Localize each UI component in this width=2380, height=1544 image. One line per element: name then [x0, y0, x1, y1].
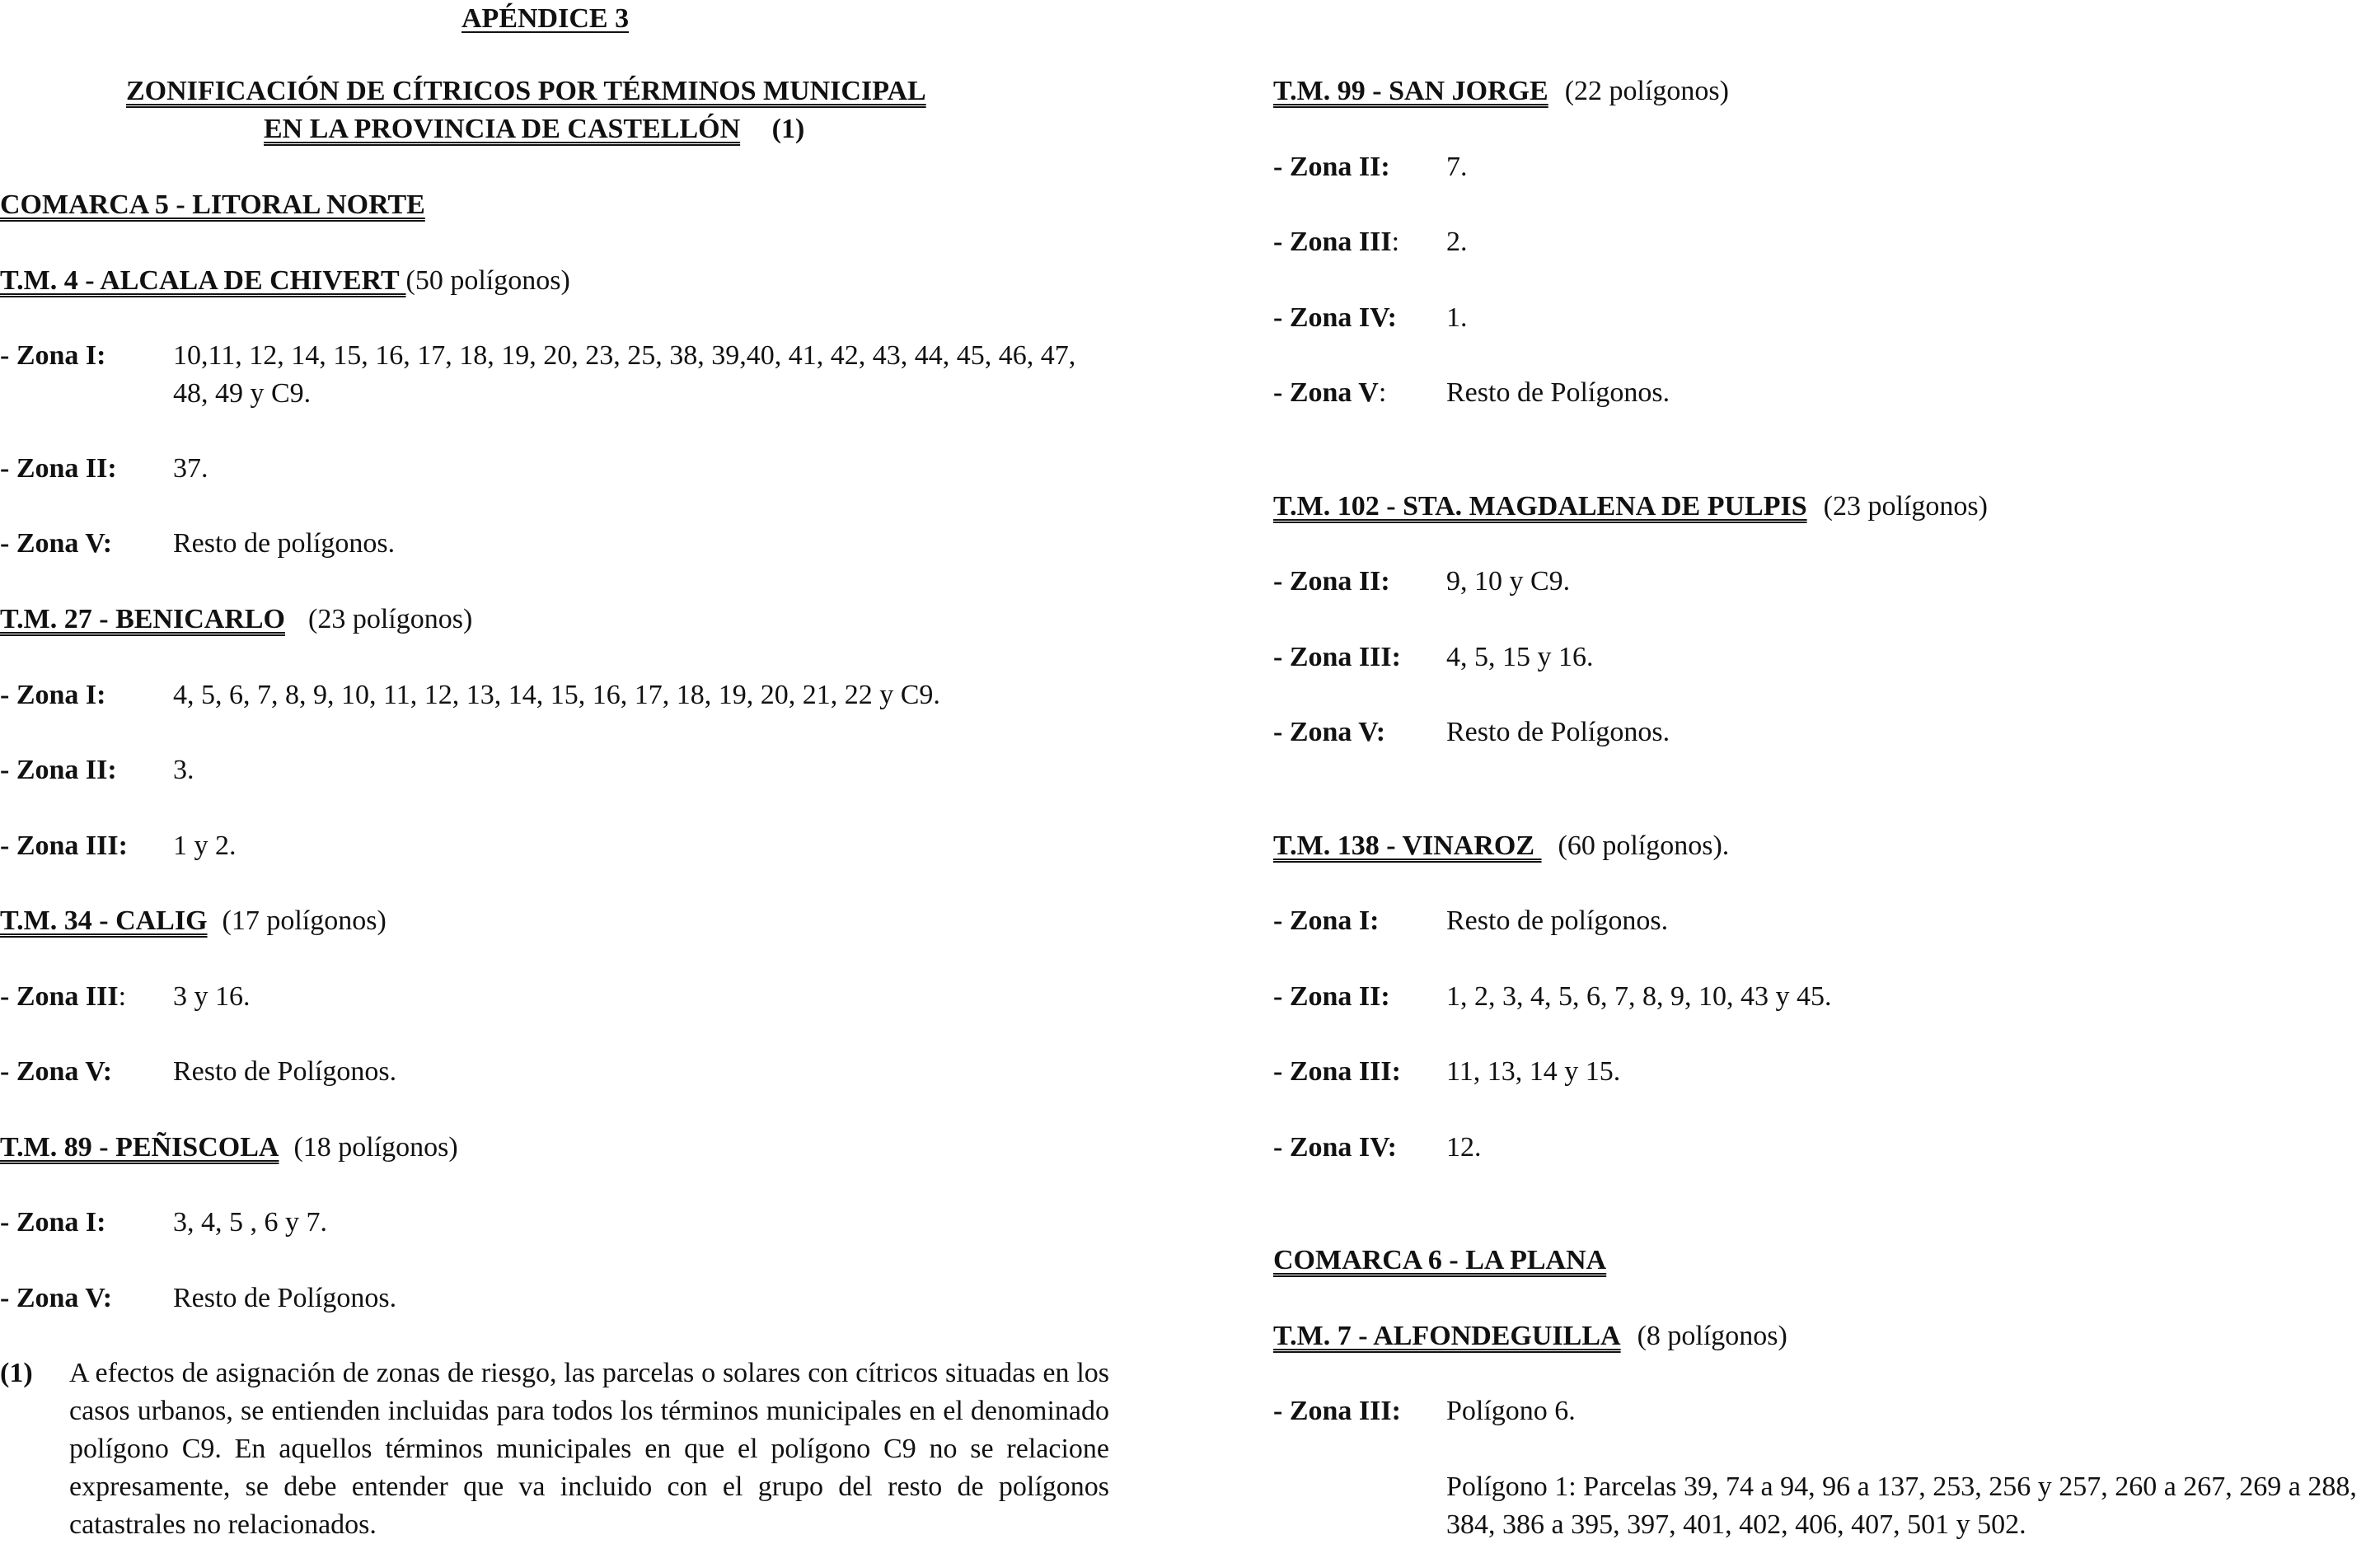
tm-27-zona3-value: 1 y 2. — [173, 830, 237, 861]
tm-138-heading — [1273, 827, 1729, 865]
appendix-title: APÉNDICE 3 — [461, 3, 630, 34]
tm-99-count: (22 polígonos) — [1564, 76, 1729, 106]
tm-34-zona3-label — [0, 978, 126, 1016]
tm-89-zona1-label: - Zona I: — [0, 1207, 106, 1238]
tm-99-zona4-label: - Zona IV: — [1273, 302, 1397, 333]
tm-138-zona2-label: - Zona II: — [1273, 981, 1390, 1012]
tm-99-zona3-label-text: - Zona III — [1273, 227, 1392, 257]
tm-27-heading — [0, 601, 472, 639]
tm-99-zona2-value: 7. — [1446, 152, 1468, 182]
footnote-text: A efectos de asignación de zonas de riesgo, las parcelas o solares con cítricos situadas en los casos urbanos, se entienden incluidas para todos los términos municipales en el denominado polígono C9. En aquellos términos municipales en que el polígono C9 no se relacione expresamente, se debe entender que va incluido con el grupo del resto de polígonos catastrales no relacionados. — [69, 1358, 1109, 1540]
tm-102-zona3-label: - Zona III: — [1273, 642, 1401, 672]
tm-99-heading — [1273, 73, 1729, 110]
tm-138-zona1-value: Resto de polígonos. — [1446, 905, 1669, 936]
tm-27-zona3-label: - Zona III: — [0, 830, 128, 861]
tm-102-zona5-value: Resto de Polígonos. — [1446, 717, 1670, 747]
document-title-line2 — [264, 110, 804, 148]
tm-7-count: (8 polígonos) — [1637, 1321, 1787, 1351]
tm-34-count: (17 polígonos) — [222, 905, 387, 936]
tm-138-zona1-label: - Zona I: — [1273, 905, 1380, 936]
tm-34-name: T.M. 34 - CALIG — [0, 905, 208, 936]
tm-99-zona3-value: 2. — [1446, 227, 1468, 257]
tm-4-heading — [0, 262, 570, 300]
tm-99-zona3-label — [1273, 223, 1399, 261]
tm-7-zona3-extra: Polígono 1: Parcelas 39, 74 a 94, 96 a 137, 253, 256 y 257, 260 a 267, 269 a 288, 384, 386 a 395, 397, 401, 402, 406, 407, 501 y 502. — [1446, 1471, 2357, 1540]
tm-34-heading — [0, 902, 387, 940]
comarca-5-heading: COMARCA 5 - LITORAL NORTE — [0, 189, 425, 220]
tm-7-heading — [1273, 1317, 1787, 1355]
tm-99-zona5-label-text: - Zona V — [1273, 377, 1379, 408]
tm-99-zona4-value: 1. — [1446, 302, 1468, 333]
tm-89-zona5-value: Resto de Polígonos. — [173, 1283, 397, 1313]
tm-99-name: T.M. 99 - SAN JORGE — [1273, 76, 1548, 106]
tm-4-zona2-label: - Zona II: — [0, 453, 117, 484]
tm-89-name: T.M. 89 - PEÑISCOLA — [0, 1132, 279, 1163]
tm-34-zona3-value: 3 y 16. — [173, 981, 251, 1012]
tm-99-zona3-colon: : — [1391, 227, 1400, 257]
tm-27-zona2-label: - Zona II: — [0, 755, 117, 785]
tm-138-count: (60 polígonos). — [1558, 830, 1730, 861]
title-footnote-ref: (1) — [771, 114, 805, 144]
tm-4-zona1-label: - Zona I: — [0, 340, 106, 371]
tm-7-zona3-value: Polígono 6. — [1446, 1396, 1576, 1426]
tm-27-name: T.M. 27 - BENICARLO — [0, 604, 285, 634]
tm-102-zona2-label: - Zona II: — [1273, 566, 1390, 597]
tm-4-zona5-value: Resto de polígonos. — [173, 528, 396, 559]
tm-27-zona1-label: - Zona I: — [0, 680, 106, 710]
tm-138-zona4-label: - Zona IV: — [1273, 1132, 1397, 1163]
tm-138-zona2-value: 1, 2, 3, 4, 5, 6, 7, 8, 9, 10, 43 y 45. — [1446, 981, 1832, 1012]
tm-4-name: T.M. 4 - ALCALA DE CHIVERT — [0, 265, 406, 296]
tm-102-zona2-value: 9, 10 y C9. — [1446, 566, 1571, 597]
tm-102-name: T.M. 102 - STA. MAGDALENA DE PULPIS — [1273, 491, 1807, 522]
tm-4-zona1-value: 10,11, 12, 14, 15, 16, 17, 18, 19, 20, 23, 25, 38, 39,40, 41, 42, 43, 44, 45, 46, 47, 48, 49 y C9. — [173, 340, 1076, 409]
tm-4-count: (50 polígonos) — [405, 265, 570, 296]
tm-7-zona3-label: - Zona III: — [1273, 1396, 1401, 1426]
tm-102-zona5-label: - Zona V: — [1273, 717, 1386, 747]
tm-138-zona3-label: - Zona III: — [1273, 1056, 1401, 1087]
tm-102-heading — [1273, 488, 1988, 526]
tm-34-zona3-label-text: - Zona III — [0, 981, 119, 1012]
tm-102-count: (23 polígonos) — [1823, 491, 1988, 522]
tm-89-zona1-value: 3, 4, 5 , 6 y 7. — [173, 1207, 327, 1238]
footnote-mark: (1) — [0, 1358, 33, 1388]
tm-99-zona5-colon: : — [1378, 377, 1387, 408]
tm-34-zona5-label: - Zona V: — [0, 1056, 113, 1087]
tm-89-count: (18 polígonos) — [293, 1132, 458, 1163]
tm-99-zona5-value: Resto de Polígonos. — [1446, 377, 1670, 408]
tm-27-zona1-value: 4, 5, 6, 7, 8, 9, 10, 11, 12, 13, 14, 15, 16, 17, 18, 19, 20, 21, 22 y C9. — [173, 680, 940, 710]
tm-102-zona3-value: 4, 5, 15 y 16. — [1446, 642, 1594, 672]
tm-7-name: T.M. 7 - ALFONDEGUILLA — [1273, 1321, 1621, 1351]
tm-4-zona5-label: - Zona V: — [0, 528, 113, 559]
tm-4-zona2-value: 37. — [173, 453, 208, 484]
tm-89-heading — [0, 1129, 458, 1167]
tm-27-zona2-value: 3. — [173, 755, 194, 785]
title-line2-text: EN LA PROVINCIA DE CASTELLÓN — [264, 114, 741, 144]
tm-138-name: T.M. 138 - VINAROZ — [1273, 830, 1542, 861]
tm-99-zona2-label: - Zona II: — [1273, 152, 1390, 182]
tm-138-zona4-value: 12. — [1446, 1132, 1482, 1163]
tm-34-zona3-colon: : — [118, 981, 127, 1012]
tm-27-count: (23 polígonos) — [308, 604, 473, 634]
comarca-6-heading: COMARCA 6 - LA PLANA — [1273, 1245, 1607, 1275]
tm-34-zona5-value: Resto de Polígonos. — [173, 1056, 397, 1087]
document-title-line1: ZONIFICACIÓN DE CÍTRICOS POR TÉRMINOS MUNICIPAL — [126, 76, 926, 106]
tm-89-zona5-label: - Zona V: — [0, 1283, 113, 1313]
tm-99-zona5-label — [1273, 374, 1386, 412]
tm-138-zona3-value: 11, 13, 14 y 15. — [1446, 1056, 1621, 1087]
